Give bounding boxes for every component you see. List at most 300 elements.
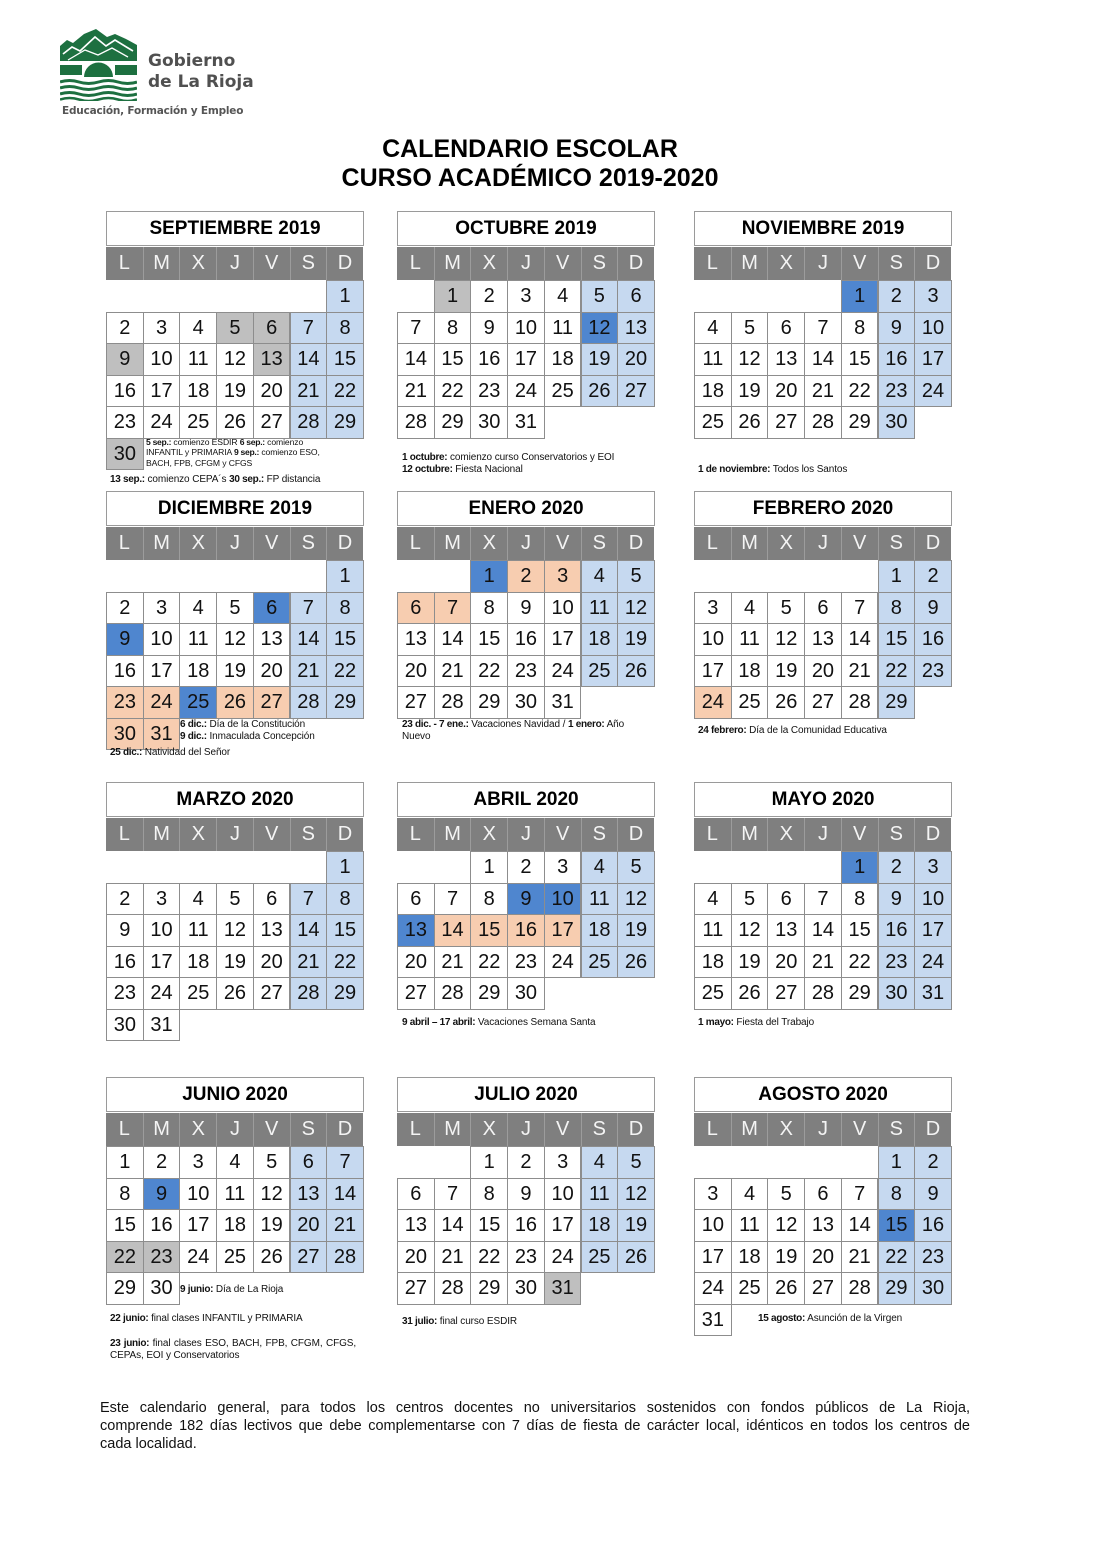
day-cell: 1: [841, 280, 879, 313]
note-september-cepa-fp: [110, 474, 360, 486]
day-cell: 3: [694, 592, 732, 625]
day-cell: 1: [326, 280, 364, 313]
note-text: Día de la Constitución: [206, 719, 306, 730]
day-cell: 11: [694, 343, 732, 376]
day-cell: 1: [326, 851, 364, 884]
day-cell: 11: [581, 1178, 619, 1211]
day-cell: 22: [434, 375, 472, 408]
day-cell: 21: [434, 655, 472, 688]
day-cell: 2: [106, 592, 144, 625]
day-cell: 1: [841, 851, 879, 884]
day-cell: 21: [326, 1209, 364, 1242]
day-cell: 17: [143, 946, 181, 979]
day-cell: 22: [878, 1241, 916, 1274]
day-cell: 3: [544, 560, 582, 593]
day-cell: 16: [878, 343, 916, 376]
note-date: 1 de noviembre:: [698, 464, 771, 475]
month-title: DICIEMBRE 2019: [106, 491, 364, 526]
day-cell: 5: [767, 1178, 805, 1211]
day-cell: 10: [143, 623, 181, 656]
day-cell: 15: [841, 343, 879, 376]
day-cell: 23: [878, 946, 916, 979]
day-cell: 26: [767, 1272, 805, 1305]
day-cell: 5: [581, 280, 619, 313]
day-cell: 21: [290, 375, 328, 408]
weekday-letter: L: [706, 532, 718, 554]
department-name: Educación, Formación y Empleo: [62, 105, 244, 117]
day-cell: 23: [914, 1241, 952, 1274]
weekday-letter: S: [290, 818, 327, 851]
weekday-header-row: [397, 527, 654, 560]
weekday-letter: J: [507, 818, 544, 851]
day-cell: 20: [804, 655, 842, 688]
day-cell: 24: [179, 1241, 217, 1274]
day-cell: 27: [290, 1241, 328, 1274]
note-text: comienzo ESDIR: [171, 437, 240, 447]
day-cell: 12: [731, 914, 769, 947]
weekday-letter: L: [409, 1118, 421, 1140]
day-cell: 9: [507, 1178, 545, 1211]
day-cell: 9: [143, 1178, 181, 1211]
day-cell: 13: [397, 623, 435, 656]
note-text: comienzo curso Conservatorios y EOI: [447, 452, 615, 463]
day-cell: 21: [434, 1241, 472, 1274]
weekday-letter: D: [617, 247, 654, 280]
note-april: [402, 1017, 652, 1029]
month-title: FEBRERO 2020: [694, 491, 952, 526]
day-cell: 7: [326, 1146, 364, 1179]
weekday-header-row: [694, 247, 951, 280]
weekday-letter: V: [544, 818, 581, 851]
note-date: 6 dic.:: [180, 719, 207, 730]
day-cell: 7: [841, 592, 879, 625]
day-cell: 16: [507, 914, 545, 947]
note-line: [110, 474, 360, 486]
weekday-letter: D: [914, 527, 951, 560]
day-cell: 24: [507, 375, 545, 408]
day-cell: 13: [767, 914, 805, 947]
day-cell: 27: [397, 1272, 435, 1305]
day-cell: 6: [253, 883, 291, 916]
day-cell: 12: [617, 883, 655, 916]
day-cell: 1: [878, 1146, 916, 1179]
note-text: Día de La Rioja: [213, 1284, 284, 1295]
weekday-letter: J: [216, 818, 253, 851]
day-cell: 28: [841, 1272, 879, 1305]
weekday-letter: J: [804, 1113, 841, 1146]
note-text: Día de la Comunidad Educativa: [746, 725, 887, 736]
note-date: 12 octubre:: [402, 464, 453, 475]
day-cell: 9: [914, 1178, 952, 1211]
note-line: [402, 452, 662, 464]
note-date: 31 julio:: [402, 1316, 438, 1327]
day-cell: 18: [694, 375, 732, 408]
day-cell: 30: [106, 718, 144, 751]
day-cell: 18: [581, 914, 619, 947]
day-cell: 19: [767, 1241, 805, 1274]
day-cell: 26: [216, 406, 254, 439]
day-cell: 7: [804, 883, 842, 916]
note-line: [402, 1316, 652, 1328]
note-date: 13 sep.:: [110, 474, 145, 485]
weekday-letter: S: [290, 247, 327, 280]
day-cell: 4: [581, 1146, 619, 1179]
note-line: [110, 1313, 360, 1325]
month-december-2019: [106, 491, 364, 791]
day-cell: 16: [470, 343, 508, 376]
day-cell: 15: [470, 623, 508, 656]
day-cell: 22: [326, 375, 364, 408]
weekday-letter: M: [731, 247, 768, 280]
day-cell: 28: [434, 686, 472, 719]
day-cell: 1: [106, 1146, 144, 1179]
day-cell: 20: [617, 343, 655, 376]
note-line: [110, 747, 360, 759]
day-cell: 17: [544, 914, 582, 947]
day-cell: 28: [841, 686, 879, 719]
day-cell: 25: [731, 1272, 769, 1305]
weekday-letter: D: [326, 1113, 363, 1146]
day-cell: 4: [694, 312, 732, 345]
weekday-letter: V: [253, 247, 290, 280]
day-cell: 20: [253, 375, 291, 408]
day-cell: 11: [731, 623, 769, 656]
weekday-letter: S: [581, 818, 618, 851]
weekday-header-row: [694, 527, 951, 560]
day-cell: 15: [878, 623, 916, 656]
day-cell: 19: [617, 1209, 655, 1242]
day-cell: 15: [326, 623, 364, 656]
day-cell: 2: [470, 280, 508, 313]
day-cell: 3: [143, 883, 181, 916]
day-cell: 7: [841, 1178, 879, 1211]
month-title: OCTUBRE 2019: [397, 211, 655, 246]
day-cell: 19: [731, 375, 769, 408]
day-cell: 18: [216, 1209, 254, 1242]
month-march-2020: [106, 782, 364, 1082]
day-cell: 21: [290, 655, 328, 688]
day-cell: 5: [731, 312, 769, 345]
day-cell: 3: [544, 1146, 582, 1179]
day-cell: 24: [544, 946, 582, 979]
day-cell: 21: [804, 375, 842, 408]
weekday-letter: L: [118, 252, 130, 274]
day-cell: 30: [507, 1272, 545, 1305]
organization-name-line2: de La Rioja: [148, 72, 254, 92]
weekday-letter: D: [914, 818, 951, 851]
weekday-letter: S: [878, 527, 915, 560]
day-cell: 6: [290, 1146, 328, 1179]
day-cell: 14: [290, 343, 328, 376]
day-cell: 11: [544, 312, 582, 345]
weekday-letter: M: [143, 818, 180, 851]
day-cell: 20: [253, 655, 291, 688]
day-cell: 7: [290, 883, 328, 916]
day-cell: 4: [544, 280, 582, 313]
day-cell: 4: [731, 592, 769, 625]
day-cell: 16: [106, 375, 144, 408]
day-cell: 12: [767, 623, 805, 656]
day-cell: 14: [841, 623, 879, 656]
day-cell: 9: [470, 312, 508, 345]
weekday-letter: L: [409, 532, 421, 554]
weekday-letter: V: [544, 527, 581, 560]
day-cell: 13: [767, 343, 805, 376]
day-cell: 18: [731, 655, 769, 688]
weekday-letter: X: [179, 247, 216, 280]
day-cell: 17: [914, 914, 952, 947]
day-cell: 7: [290, 592, 328, 625]
weekday-letter: D: [326, 527, 363, 560]
day-cell: 24: [544, 655, 582, 688]
day-cell: 19: [617, 623, 655, 656]
day-cell: 5: [617, 851, 655, 884]
day-cell: 16: [914, 1209, 952, 1242]
note-date: 23 junio:: [110, 1338, 150, 1349]
day-cell: 9: [507, 883, 545, 916]
day-cell: 23: [143, 1241, 181, 1274]
day-cell: 6: [397, 592, 435, 625]
day-cell: 28: [804, 406, 842, 439]
day-cell: 30: [470, 406, 508, 439]
day-cell: 23: [470, 375, 508, 408]
day-cell: 23: [507, 655, 545, 688]
day-cell: 1: [470, 1146, 508, 1179]
weekday-header-row: [397, 247, 654, 280]
note-text: final clases INFANTIL y PRIMARIA: [148, 1313, 303, 1324]
day-cell: 20: [804, 1241, 842, 1274]
day-cell: 10: [914, 883, 952, 916]
weekday-letter: M: [434, 818, 471, 851]
weekday-letter: L: [409, 823, 421, 845]
weekday-letter: M: [143, 1113, 180, 1146]
day-cell: 29: [326, 686, 364, 719]
day-cell: 22: [106, 1241, 144, 1274]
day-cell: 27: [767, 977, 805, 1010]
day-cell: 12: [767, 1209, 805, 1242]
day-cell: 27: [397, 686, 435, 719]
day-cell: 20: [397, 655, 435, 688]
weekday-header-row: [694, 818, 951, 851]
note-december-holidays: [180, 719, 360, 743]
note-line: [698, 725, 948, 737]
day-cell: 31: [544, 1272, 582, 1305]
day-cell: 25: [179, 977, 217, 1010]
day-cell: 21: [397, 375, 435, 408]
day-cell: 27: [804, 1272, 842, 1305]
day-cell: 28: [290, 977, 328, 1010]
day-cell: 3: [914, 851, 952, 884]
day-cell: 29: [878, 686, 916, 719]
note-date: 24 febrero:: [698, 725, 747, 736]
note-date: 1 octubre:: [402, 452, 448, 463]
day-cell: 27: [397, 977, 435, 1010]
day-cell: 24: [143, 686, 181, 719]
day-cell: 4: [581, 560, 619, 593]
month-july-2020: [397, 1077, 655, 1377]
day-cell: 24: [914, 946, 952, 979]
day-cell: 20: [397, 946, 435, 979]
day-cell: 27: [253, 686, 291, 719]
note-line: [698, 464, 948, 476]
note-text: Natividad del Señor: [142, 747, 231, 758]
day-cell: 3: [694, 1178, 732, 1211]
day-cell: 16: [106, 655, 144, 688]
day-cell: 26: [581, 375, 619, 408]
day-cell: 8: [841, 312, 879, 345]
weekday-letter: M: [434, 1113, 471, 1146]
day-cell: 8: [470, 1178, 508, 1211]
day-cell: 2: [106, 312, 144, 345]
note-text: Asunción de la Virgen: [805, 1313, 903, 1324]
weekday-letter: X: [470, 1113, 507, 1146]
day-cell: 27: [804, 686, 842, 719]
note-date: 9 dic.:: [180, 731, 207, 742]
day-cell: 14: [290, 623, 328, 656]
month-title: ENERO 2020: [397, 491, 655, 526]
day-cell: 24: [694, 1272, 732, 1305]
note-december-christmas: [110, 747, 360, 759]
day-cell: 22: [841, 375, 879, 408]
note-date: 22 junio:: [110, 1313, 149, 1324]
weekday-letter: L: [706, 252, 718, 274]
page-title-line1: CALENDARIO ESCOLAR: [382, 135, 678, 163]
day-cell: 23: [507, 1241, 545, 1274]
day-cell: 10: [694, 623, 732, 656]
day-cell: 24: [694, 686, 732, 719]
day-cell: 12: [216, 623, 254, 656]
day-cell: 1: [878, 560, 916, 593]
day-cell: 9: [106, 914, 144, 947]
day-cell: 7: [804, 312, 842, 345]
day-cell: 3: [179, 1146, 217, 1179]
note-text: Vacaciones Navidad /: [468, 719, 568, 730]
note-november: [698, 464, 948, 476]
day-cell: 5: [216, 592, 254, 625]
day-cell: 22: [326, 946, 364, 979]
day-cell: 1: [326, 560, 364, 593]
day-cell: 6: [804, 592, 842, 625]
weekday-letter: X: [767, 818, 804, 851]
day-cell: 10: [507, 312, 545, 345]
note-date: 9 abril – 17 abril:: [402, 1017, 476, 1028]
note-june-la-rioja-day: [180, 1284, 360, 1296]
day-cell: 25: [216, 1241, 254, 1274]
day-cell: 10: [694, 1209, 732, 1242]
day-cell: 12: [253, 1178, 291, 1211]
day-cell: 19: [216, 946, 254, 979]
note-text: Inmaculada Concepción: [206, 731, 315, 742]
note-september-course-starts: [146, 437, 326, 468]
day-cell: 8: [434, 312, 472, 345]
day-cell: 27: [253, 406, 291, 439]
day-cell: 3: [544, 851, 582, 884]
day-cell: 29: [470, 1272, 508, 1305]
day-cell: 10: [914, 312, 952, 345]
weekday-letter: X: [470, 818, 507, 851]
day-cell: 6: [804, 1178, 842, 1211]
day-cell: 15: [106, 1209, 144, 1242]
day-cell: 13: [617, 312, 655, 345]
day-cell: 5: [767, 592, 805, 625]
day-cell: 14: [397, 343, 435, 376]
day-cell: 14: [434, 623, 472, 656]
day-cell: 15: [878, 1209, 916, 1242]
day-cell: 8: [841, 883, 879, 916]
day-cell: 15: [326, 343, 364, 376]
footer-line: comprende 182 días lectivos que debe complementarse con 7 días de fiesta de carácter local, idénticos en todos los centros de: [100, 1418, 970, 1434]
day-cell: 5: [617, 560, 655, 593]
day-cell: 15: [326, 914, 364, 947]
weekday-letter: X: [179, 818, 216, 851]
note-june-infantil-primaria: [110, 1313, 360, 1325]
month-title: JUNIO 2020: [106, 1077, 364, 1112]
day-cell: 18: [694, 946, 732, 979]
weekday-letter: S: [581, 527, 618, 560]
day-cell: 23: [106, 406, 144, 439]
weekday-letter: M: [434, 247, 471, 280]
day-cell: 6: [767, 312, 805, 345]
weekday-header-row: [106, 247, 363, 280]
day-cell: 29: [878, 1272, 916, 1305]
weekday-letter: D: [326, 818, 363, 851]
day-cell: 16: [507, 1209, 545, 1242]
day-cell: 20: [767, 946, 805, 979]
day-cell: 7: [434, 883, 472, 916]
day-cell: 17: [507, 343, 545, 376]
day-cell: 19: [617, 914, 655, 947]
weekday-header-row: [694, 1113, 951, 1146]
day-cell: 18: [179, 375, 217, 408]
day-cell: 17: [694, 655, 732, 688]
day-cell: 20: [397, 1241, 435, 1274]
day-cell: 21: [841, 1241, 879, 1274]
day-cell: 16: [914, 623, 952, 656]
note-text: Año Nuevo: [402, 719, 625, 742]
day-cell: 7: [290, 312, 328, 345]
weekday-letter: L: [118, 532, 130, 554]
day-cell: 28: [434, 977, 472, 1010]
day-cell: 29: [841, 977, 879, 1010]
day-cell: 14: [326, 1178, 364, 1211]
day-cell: 22: [470, 946, 508, 979]
day-cell: 12: [617, 592, 655, 625]
day-cell: 25: [731, 686, 769, 719]
day-cell: 20: [767, 375, 805, 408]
note-line: [180, 1284, 360, 1296]
note-text: FP distancia: [263, 474, 321, 485]
weekday-letter: V: [841, 818, 878, 851]
weekday-letter: J: [507, 1113, 544, 1146]
day-cell: 2: [507, 1146, 545, 1179]
day-cell: 31: [143, 1009, 181, 1042]
day-cell: 19: [731, 946, 769, 979]
day-cell: 30: [106, 1009, 144, 1042]
note-line: [402, 464, 662, 476]
day-cell: 1: [470, 560, 508, 593]
day-cell: 25: [581, 946, 619, 979]
day-cell: 11: [581, 592, 619, 625]
day-cell: 13: [253, 914, 291, 947]
weekday-letter: L: [409, 252, 421, 274]
weekday-letter: X: [767, 1113, 804, 1146]
day-cell: 15: [434, 343, 472, 376]
day-cell: 2: [878, 851, 916, 884]
day-cell: 4: [731, 1178, 769, 1211]
day-cell: 25: [544, 375, 582, 408]
weekday-letter: J: [804, 818, 841, 851]
day-cell: 4: [581, 851, 619, 884]
